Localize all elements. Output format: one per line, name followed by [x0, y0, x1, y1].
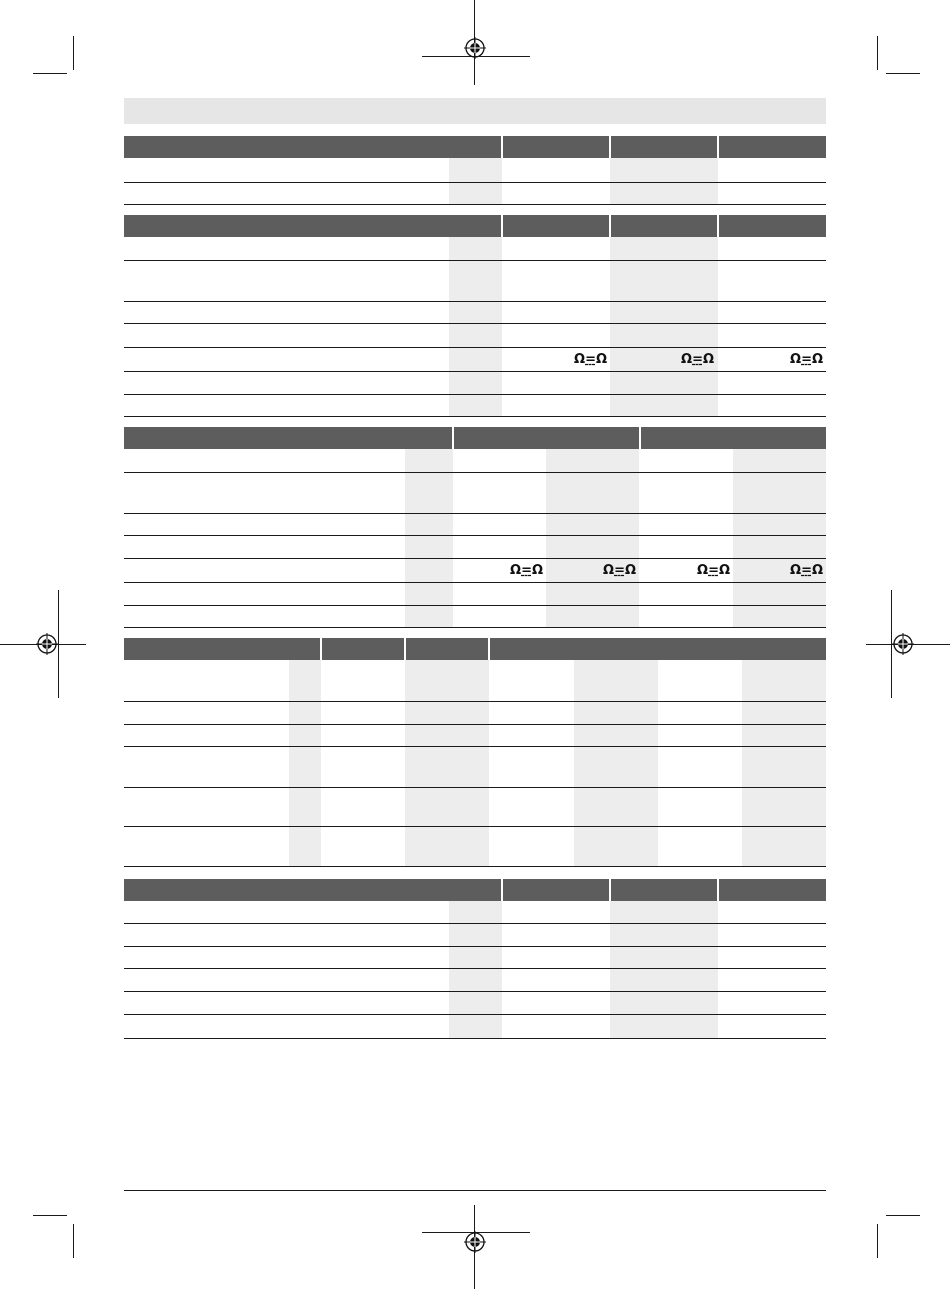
table-header	[124, 879, 826, 901]
protection-class-icon: Ω=Ω	[790, 563, 824, 578]
protection-class-icon: Ω=Ω	[574, 352, 608, 367]
protection-class-icon: Ω=Ω	[697, 563, 731, 578]
registration-mark-icon	[36, 633, 58, 655]
page-title-bar	[124, 98, 826, 124]
registration-mark-icon	[464, 37, 486, 59]
table-header	[124, 427, 826, 449]
registration-mark-icon	[892, 633, 914, 655]
table-header	[124, 136, 826, 158]
protection-class-icon: Ω=Ω	[790, 352, 824, 367]
registration-mark-icon	[464, 1231, 486, 1253]
table-header	[124, 638, 826, 660]
table-header	[124, 215, 826, 237]
protection-class-icon: Ω=Ω	[681, 352, 715, 367]
footer-rule	[124, 1190, 826, 1191]
protection-class-icon: Ω=Ω	[603, 563, 637, 578]
protection-class-icon: Ω=Ω	[510, 563, 544, 578]
